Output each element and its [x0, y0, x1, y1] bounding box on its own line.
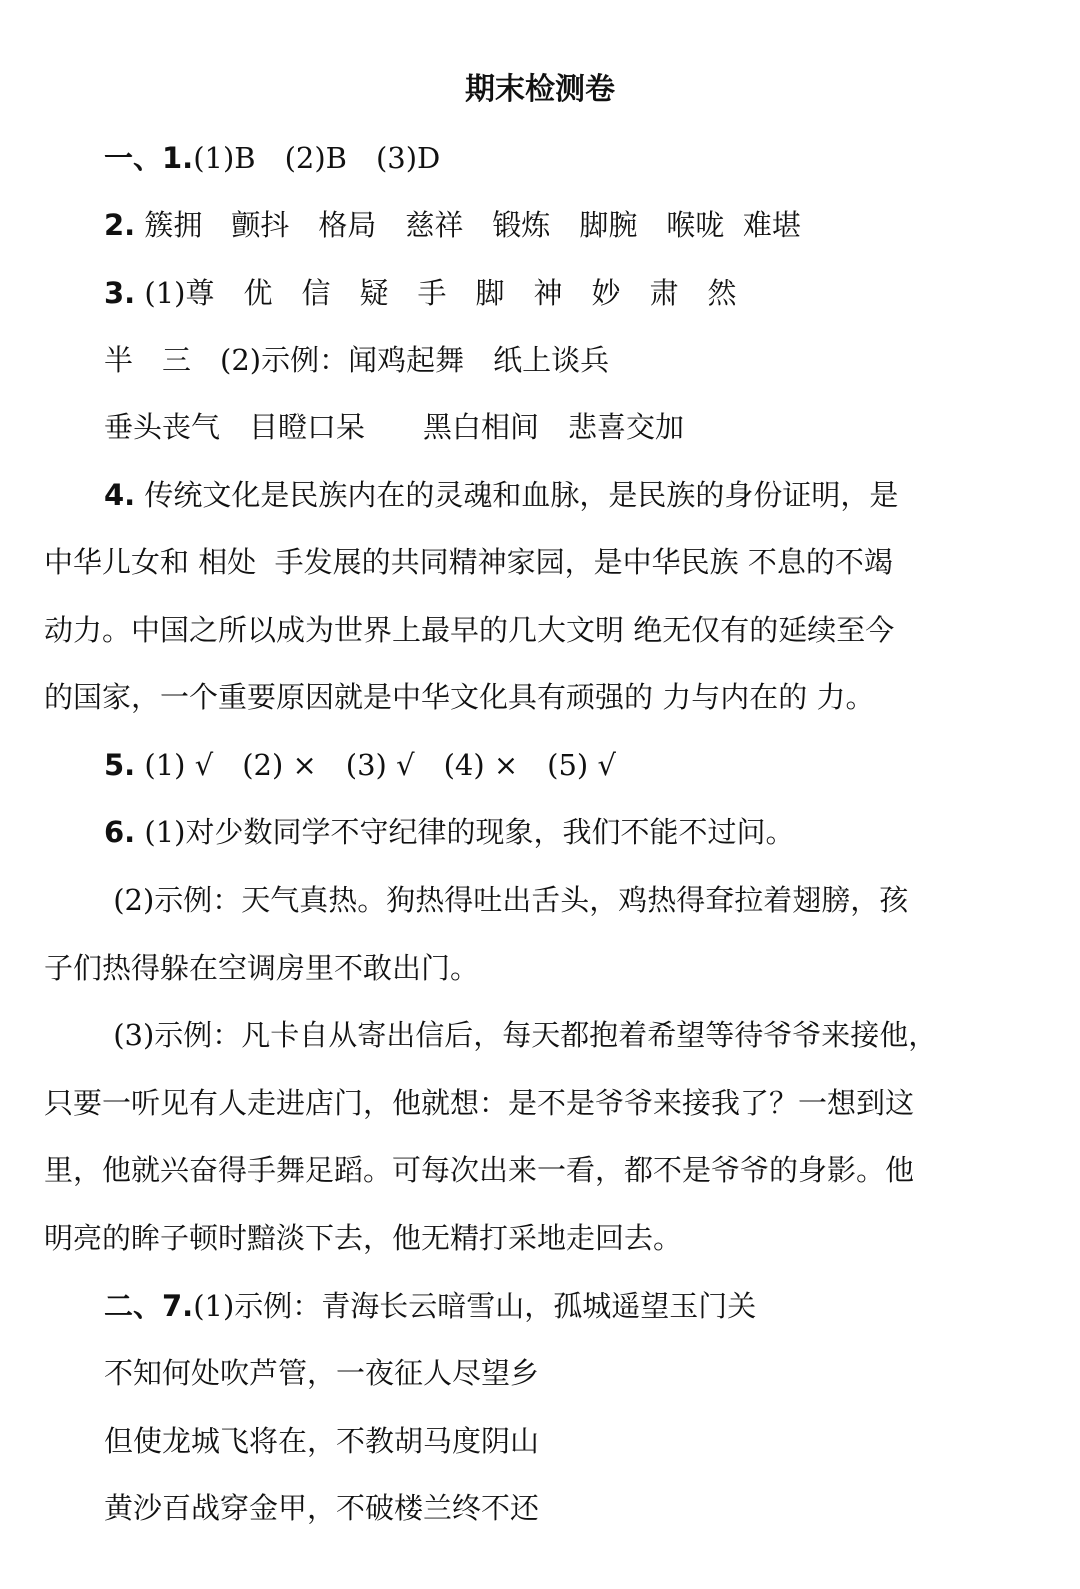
answer-text: 动力。中国之所以成为世界上最早的几大文明 绝无仅有的延续至今: [44, 613, 895, 647]
answer-line: [104, 203, 801, 247]
answer-line: [44, 946, 479, 990]
answer-text: 簇拥 颤抖 格局 慈祥 锻炼 脚腕 喉咙 难堪: [135, 208, 801, 242]
question-number: 5.: [104, 748, 136, 782]
answer-line: [104, 1486, 539, 1530]
answer-line: [104, 743, 616, 787]
answer-text: (1)尊 优 信 疑 手 脚 神 妙 肃 然: [135, 276, 737, 310]
answer-line: [104, 1419, 539, 1463]
answer-line: [104, 338, 609, 382]
answer-text: 传统文化是民族内在的灵魂和血脉，是民族的身份证明，是: [135, 478, 899, 512]
question-number: 一、1.: [104, 141, 194, 175]
answer-line: [104, 878, 908, 922]
answer-text: 半 三 (2)示例：闻鸡起舞 纸上谈兵: [104, 343, 610, 377]
answer-line: [44, 1081, 914, 1125]
answer-line: [44, 608, 894, 652]
answer-text: 子们热得躲在空调房里不敢出门。: [44, 951, 480, 985]
answer-line: [104, 1013, 937, 1057]
question-number: 4.: [104, 478, 136, 512]
answer-text: 但使龙城飞将在，不教胡马度阴山: [104, 1424, 540, 1458]
answer-line: [104, 1284, 756, 1328]
answer-text: 中华儿女和 相处 手发展的共同精神家园，是中华民族 不息的不竭: [44, 545, 893, 579]
answer-line: [104, 405, 684, 449]
answer-text: (1) √ (2) × (3) √ (4) × (5) √: [135, 748, 616, 782]
answer-text: (3)示例：凡卡自从寄出信后，每天都抱着希望等待爷爷来接他，: [104, 1018, 938, 1052]
question-number: 6.: [104, 815, 136, 849]
answer-text: 不知何处吹芦管，一夜征人尽望乡: [104, 1356, 540, 1390]
answer-line: [104, 1351, 539, 1395]
answer-line: [104, 473, 898, 517]
answer-text: 黄沙百战穿金甲，不破楼兰终不还: [104, 1491, 540, 1525]
answer-line: [44, 1216, 682, 1260]
answer-line: [104, 810, 795, 854]
answer-text: 垂头丧气 目瞪口呆 黑白相间 悲喜交加: [104, 410, 685, 444]
answer-line: [104, 271, 737, 315]
answer-text: 明亮的眸子顿时黯淡下去，他无精打采地走回去。: [44, 1221, 683, 1255]
answer-text: 里，他就兴奋得手舞足蹈。可每次出来一看，都不是爷爷的身影。他: [44, 1153, 915, 1187]
page-title: 期末检测卷: [465, 72, 615, 107]
answer-line: [44, 1148, 914, 1192]
answer-text: (1)B (2)B (3)D: [193, 141, 441, 175]
answer-line: [44, 675, 874, 719]
question-number: 2.: [104, 208, 136, 242]
answer-text: 的国家，一个重要原因就是中华文化具有顽强的 力与内在的 力。: [44, 680, 875, 714]
question-number: 3.: [104, 276, 136, 310]
answer-text: (1)示例：青海长云暗雪山，孤城遥望玉门关: [193, 1289, 757, 1323]
answer-line: [44, 540, 893, 584]
answer-text: 只要一听见有人走进店门，他就想：是不是爷爷来接我了？一想到这: [44, 1086, 915, 1120]
answer-text: (1)对少数同学不守纪律的现象，我们不能不过问。: [135, 815, 795, 849]
answer-text: (2)示例：天气真热。狗热得吐出舌头，鸡热得耷拉着翅膀，孩: [104, 883, 909, 917]
question-number: 二、7.: [104, 1289, 194, 1323]
answer-line: [104, 136, 440, 180]
